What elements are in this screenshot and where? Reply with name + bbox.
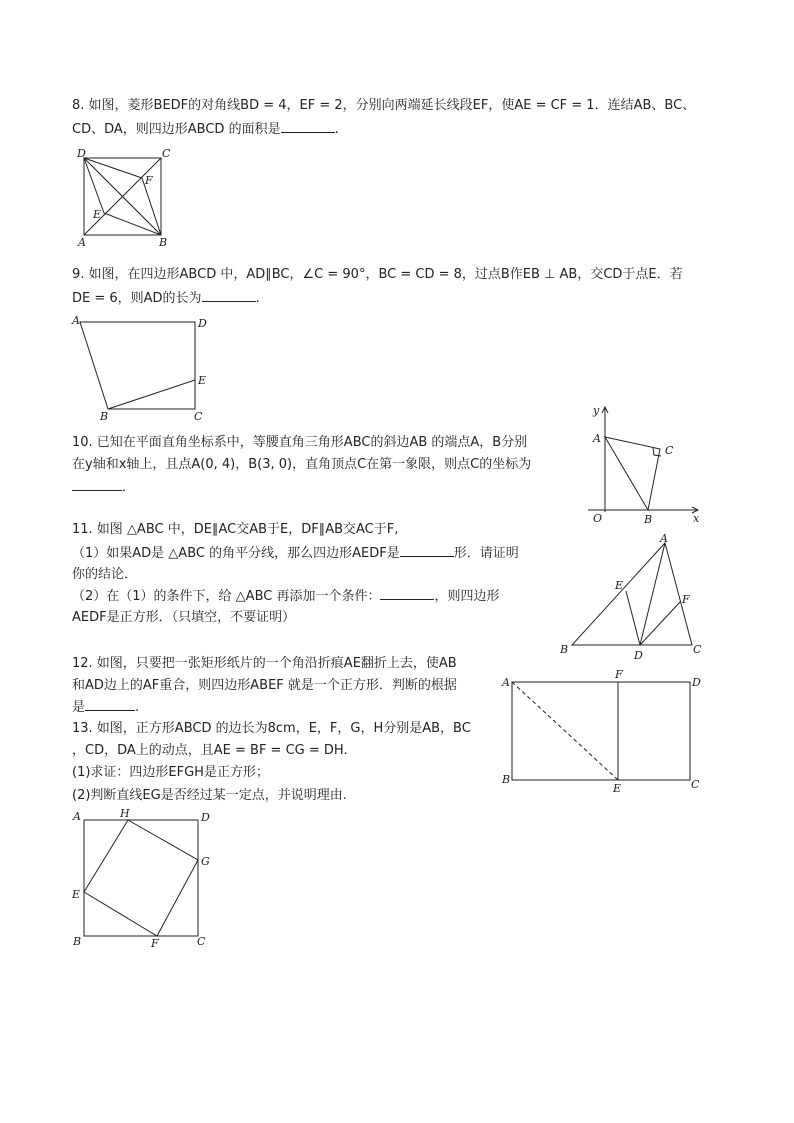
q9-figure <box>70 312 220 422</box>
q9-label-a: A <box>72 314 80 327</box>
q10-label-x: x <box>693 512 700 525</box>
q10-answer-blank <box>72 478 122 491</box>
q12-text-line3: 是 . <box>72 700 140 715</box>
q10-text-line2: 在y轴和x轴上，且点A(0, 4)，B(3, 0)，直角顶点C在第一象限，则点C的坐标为 <box>72 457 532 472</box>
q8-answer-blank <box>281 120 335 133</box>
q12-label-b: B <box>502 773 511 786</box>
q13-label-f: F <box>151 937 159 950</box>
q13-label-e: E <box>72 888 81 901</box>
q11-text-line2: （1）如果AD是 △ABC 的角平分线，那么四边形AEDF是 形．请证明 <box>72 546 519 561</box>
q9-quadrilateral <box>80 322 195 409</box>
q8-label-a: A <box>78 236 86 249</box>
q11-segment-de <box>626 591 640 645</box>
q13-square-abcd <box>84 820 198 936</box>
q11-text-line5: AEDF是正方形．（只填空，不要证明） <box>72 610 296 625</box>
q9-text-line1: 9. 如图，在四边形ABCD 中，AD∥BC，∠C = 90°，BC = CD = 8，过点B作EB ⊥ AB，交CD于点E．若 <box>72 267 683 282</box>
q11-answer-blank-1 <box>400 544 454 557</box>
q11-label-b: B <box>560 643 569 656</box>
q13-text-line4: (2)判断直线EG是否经过某一定点，并说明理由. <box>72 788 347 803</box>
q9-label-e: E <box>198 374 207 387</box>
q9-label-d: D <box>198 317 207 330</box>
q10-label-c: C <box>665 444 674 457</box>
q10-figure <box>583 402 713 527</box>
q13-label-d: D <box>201 811 210 824</box>
q11-text-line4: （2）在（1）的条件下，给 △ABC 再添加一个条件： ，则四边形 <box>72 589 500 604</box>
q11-triangle <box>572 543 692 645</box>
q12-label-d: D <box>692 676 701 689</box>
q11-text-line1: 11. 如图 △ABC 中，DE∥AC交AB于E，DF∥AB交AC于F, <box>72 522 399 537</box>
q8-text-line2: CD、DA，则四边形ABCD 的面积是 . <box>72 122 339 137</box>
q9-answer-blank <box>202 289 256 302</box>
q11-label-c: C <box>693 643 702 656</box>
q13-label-h: H <box>120 807 130 820</box>
q11-label-e: E <box>615 579 624 592</box>
q12-text-line1: 12. 如图，只要把一张矩形纸片的一个角沿折痕AE翻折上去，使AB <box>72 656 457 671</box>
q12-label-f: F <box>615 668 623 681</box>
q8-label-c: C <box>162 147 171 160</box>
q9-segment-be <box>108 380 195 409</box>
q12-text-line2: 和AD边上的AF重合，则四边形ABEF 就是一个正方形．判断的根据 <box>72 678 457 693</box>
q11-label-a: A <box>660 532 668 545</box>
q12-label-e: E <box>613 782 622 795</box>
q10-label-a: A <box>593 432 601 445</box>
q9-text-line2: DE = 6，则AD的长为 . <box>72 291 260 306</box>
q8-label-e: E <box>93 208 102 221</box>
q10-label-b: B <box>644 513 653 526</box>
q9-label-c: C <box>194 410 203 423</box>
q13-label-c: C <box>197 935 206 948</box>
q12-answer-blank <box>85 698 135 711</box>
q13-text-line1: 13. 如图，正方形ABCD 的边长为8cm，E，F，G，H分别是AB，BC <box>72 721 471 736</box>
q13-text-line2: ，CD，DA上的动点，且AE = BF = CG = DH. <box>72 743 348 758</box>
q11-segment-df <box>640 602 680 645</box>
q11-answer-blank-2 <box>380 587 434 600</box>
q12-label-c: C <box>691 778 700 791</box>
q12-figure <box>500 668 710 793</box>
q12-fold-ae <box>512 682 618 780</box>
q8-label-d: D <box>77 147 86 160</box>
q11-figure <box>560 532 710 662</box>
q10-text-line3: ． <box>72 478 135 497</box>
q11-segment-ad <box>640 543 665 645</box>
q11-label-f: F <box>682 593 690 606</box>
q8-label-f: F <box>145 174 153 187</box>
q8-figure <box>74 148 174 248</box>
q13-figure <box>70 808 220 948</box>
q11-label-d: D <box>634 649 643 662</box>
q13-text-line3: (1)求证：四边形EFGH是正方形； <box>72 765 269 780</box>
q11-text-line3: 你的结论． <box>72 567 138 582</box>
q13-label-g: G <box>201 855 210 868</box>
q8-text-line1: 8. 如图，菱形BEDF的对角线BD = 4，EF = 2，分别向两端延长线段EF，使AE = CF = 1．连结AB、BC、 <box>72 98 696 113</box>
q13-label-a: A <box>73 810 81 823</box>
q13-label-b: B <box>73 935 82 948</box>
q13-square-efgh <box>84 820 198 936</box>
q9-label-b: B <box>100 410 109 423</box>
q10-label-o: O <box>593 512 603 525</box>
q10-label-y: y <box>593 404 600 417</box>
q8-label-b: B <box>159 236 168 249</box>
q10-triangle <box>605 437 660 510</box>
q12-rectangle <box>512 682 690 780</box>
q12-label-a: A <box>502 676 510 689</box>
q10-text-line1: 10. 已知在平面直角坐标系中，等腰直角三角形ABC的斜边AB 的端点A，B分别 <box>72 435 528 450</box>
